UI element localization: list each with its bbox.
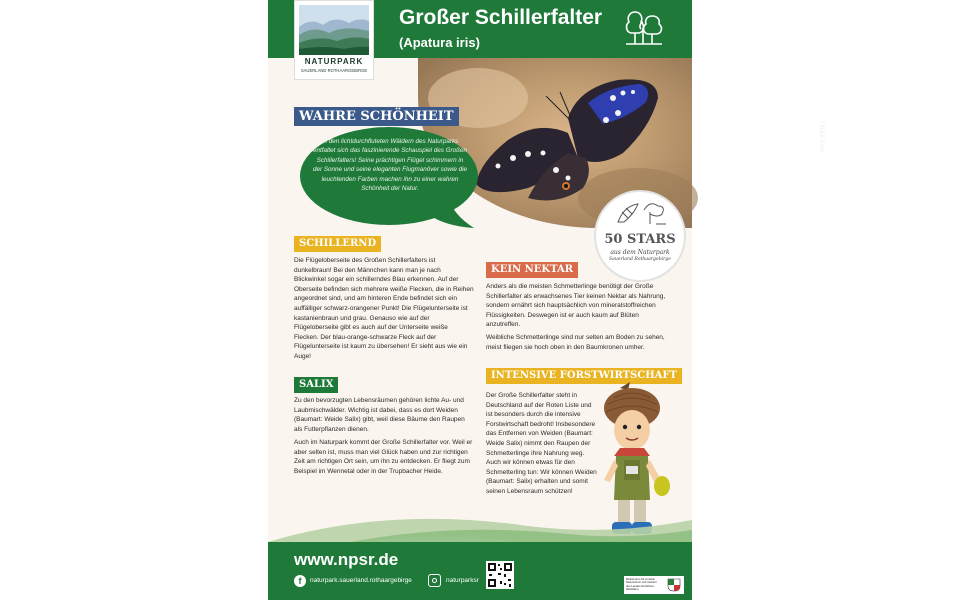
instagram-handle[interactable]: naturparksr <box>446 577 479 584</box>
poster <box>268 0 824 600</box>
forst-text: Der Große Schillerfalter steht in Deutschland auf der Roten Liste und ist besonders durch die intensive Forstwirtschaft bedroht! Insbesondere das Entfernen von Weiden (Baumart: Weide Salix) nimmt den Raupen der Schmetterlinge ihre Nahrung weg. Auch wir können etwas für den Schmetterling tun: Wir können Weiden (Baumart: Salix) erhalten und somit seinen Lebensraum schützen! <box>486 392 597 495</box>
ministry-logo <box>624 576 684 594</box>
heading-kein-nektar: KEIN NEKTAR <box>486 262 578 278</box>
salix-text-2: Auch im Naturpark kommt der Große Schillerfalter vor. Weil er aber selten ist, muss man viel Glück haben und zur richtigen Zeit am richtigen Ort sein, um ihn zu entdecken. Er fliegt zum Beispiel im Wennetal oder in der Trupbacher Heide. <box>294 439 473 475</box>
logo-subtitle: SAUERLAND ROTHAARGEBIRGE <box>300 68 368 73</box>
page-subtitle: (Apatura iris) <box>399 35 480 50</box>
nektar-text-1: Anders als die meisten Schmetterlinge benötigt der Große Schillerfalter als erwachsenes Tier keinen Nektar als Nahrung, sondern ernährt sich hauptsächlich von mineralstoffreichen Flüssigkeiten. Deswegen ist er auch kaum auf Blüten anzutreffen. <box>486 283 666 329</box>
schillernd-text: Die Flügeloberseite des Großen Schillerfalters ist dunkelbraun! Bei den Männchen kann man je nach Blickwinkel sogar ein schillerndes Blau erkennen. Auf der Oberseite befinden sich mehrere weiße Flecken, die in Reihen angeordnet sind, und am hinteren Ende befindet sich ein auffälliger schwarz-orangener Punkt! Die Flügelunterseite ist kastanienbraun und grau. Genauso wie auf der Flügeloberseite gibt es auch auf der Unterseite weiße Flecken. Der blau-orange-schwarze Fleck auf der Flügelunterseite ist kaum zu übersehen! Er sieht aus wie ein Auge! <box>294 257 474 360</box>
heading-schillernd: SCHILLERND <box>294 236 381 252</box>
instagram-icon[interactable] <box>428 574 441 587</box>
heading-wahre-schoenheit: WAHRE SCHÖNHEIT <box>294 107 459 126</box>
ministry-name: Ministerium für Umwelt, Naturschutz und Verkehr des Landes Nordrhein-Westfalen <box>626 577 657 592</box>
heading-intensive-forstwirtschaft: INTENSIVE FORSTWIRTSCHAFT <box>486 368 682 384</box>
nrw-crest-icon <box>667 578 681 592</box>
nektar-text-2: Weibliche Schmetterlinge sind nur selten am Boden zu sehen, meist fliegen sie hoch oben in den Baumkronen umher. <box>486 334 665 351</box>
salix-text-1: Zu den bevorzugten Lebensräumen gehören lichte Au- und Laubmischwälder. Wichtig ist dabei, dass es dort Weiden (Baumart: Weide Salix) gibt, weil diese Bäume den Raupen als Futterpflanzen dienen. <box>294 397 465 433</box>
instagram-lens <box>432 578 437 583</box>
speech-bubble-tail <box>418 196 474 228</box>
mountains-icon <box>299 5 369 55</box>
trees-icon <box>624 8 664 50</box>
header-bar <box>268 0 692 73</box>
badge-region: Sauerland Rothaargebirge <box>609 257 671 262</box>
page-title: Großer Schillerfalter <box>399 6 603 29</box>
fifty-stars-badge <box>594 190 686 282</box>
badge-subtitle: aus dem Naturpark <box>610 249 670 256</box>
intro-text: In den lichtdurchfluteten Wäldern des Naturparks entfaltet sich das faszinierende Schauspiel des Großen Schillerfalters! Seine prächtigen Flügel schimmern in der Sonne und seine eleganten Flugmanöver sowie die leuchtenden Farben machen ihn zu einer wahren Schönheit der Natur. <box>312 138 468 193</box>
naturpark-logo[interactable] <box>294 0 374 80</box>
qr-code-icon[interactable] <box>486 561 514 589</box>
footer-bar <box>268 542 692 600</box>
heading-salix: SALIX <box>294 377 338 393</box>
badge-title: 50 STARS <box>604 232 676 247</box>
facebook-handle[interactable]: naturpark.sauerland.rothaargebirge <box>310 577 412 584</box>
logo-name: NATURPARK <box>304 57 364 66</box>
website-link[interactable]: www.npsr.de <box>294 550 399 569</box>
facebook-icon[interactable]: f <box>294 575 306 587</box>
badge-illustration-icon <box>614 198 670 228</box>
photo-credit: Phillip Pahl <box>818 122 824 152</box>
